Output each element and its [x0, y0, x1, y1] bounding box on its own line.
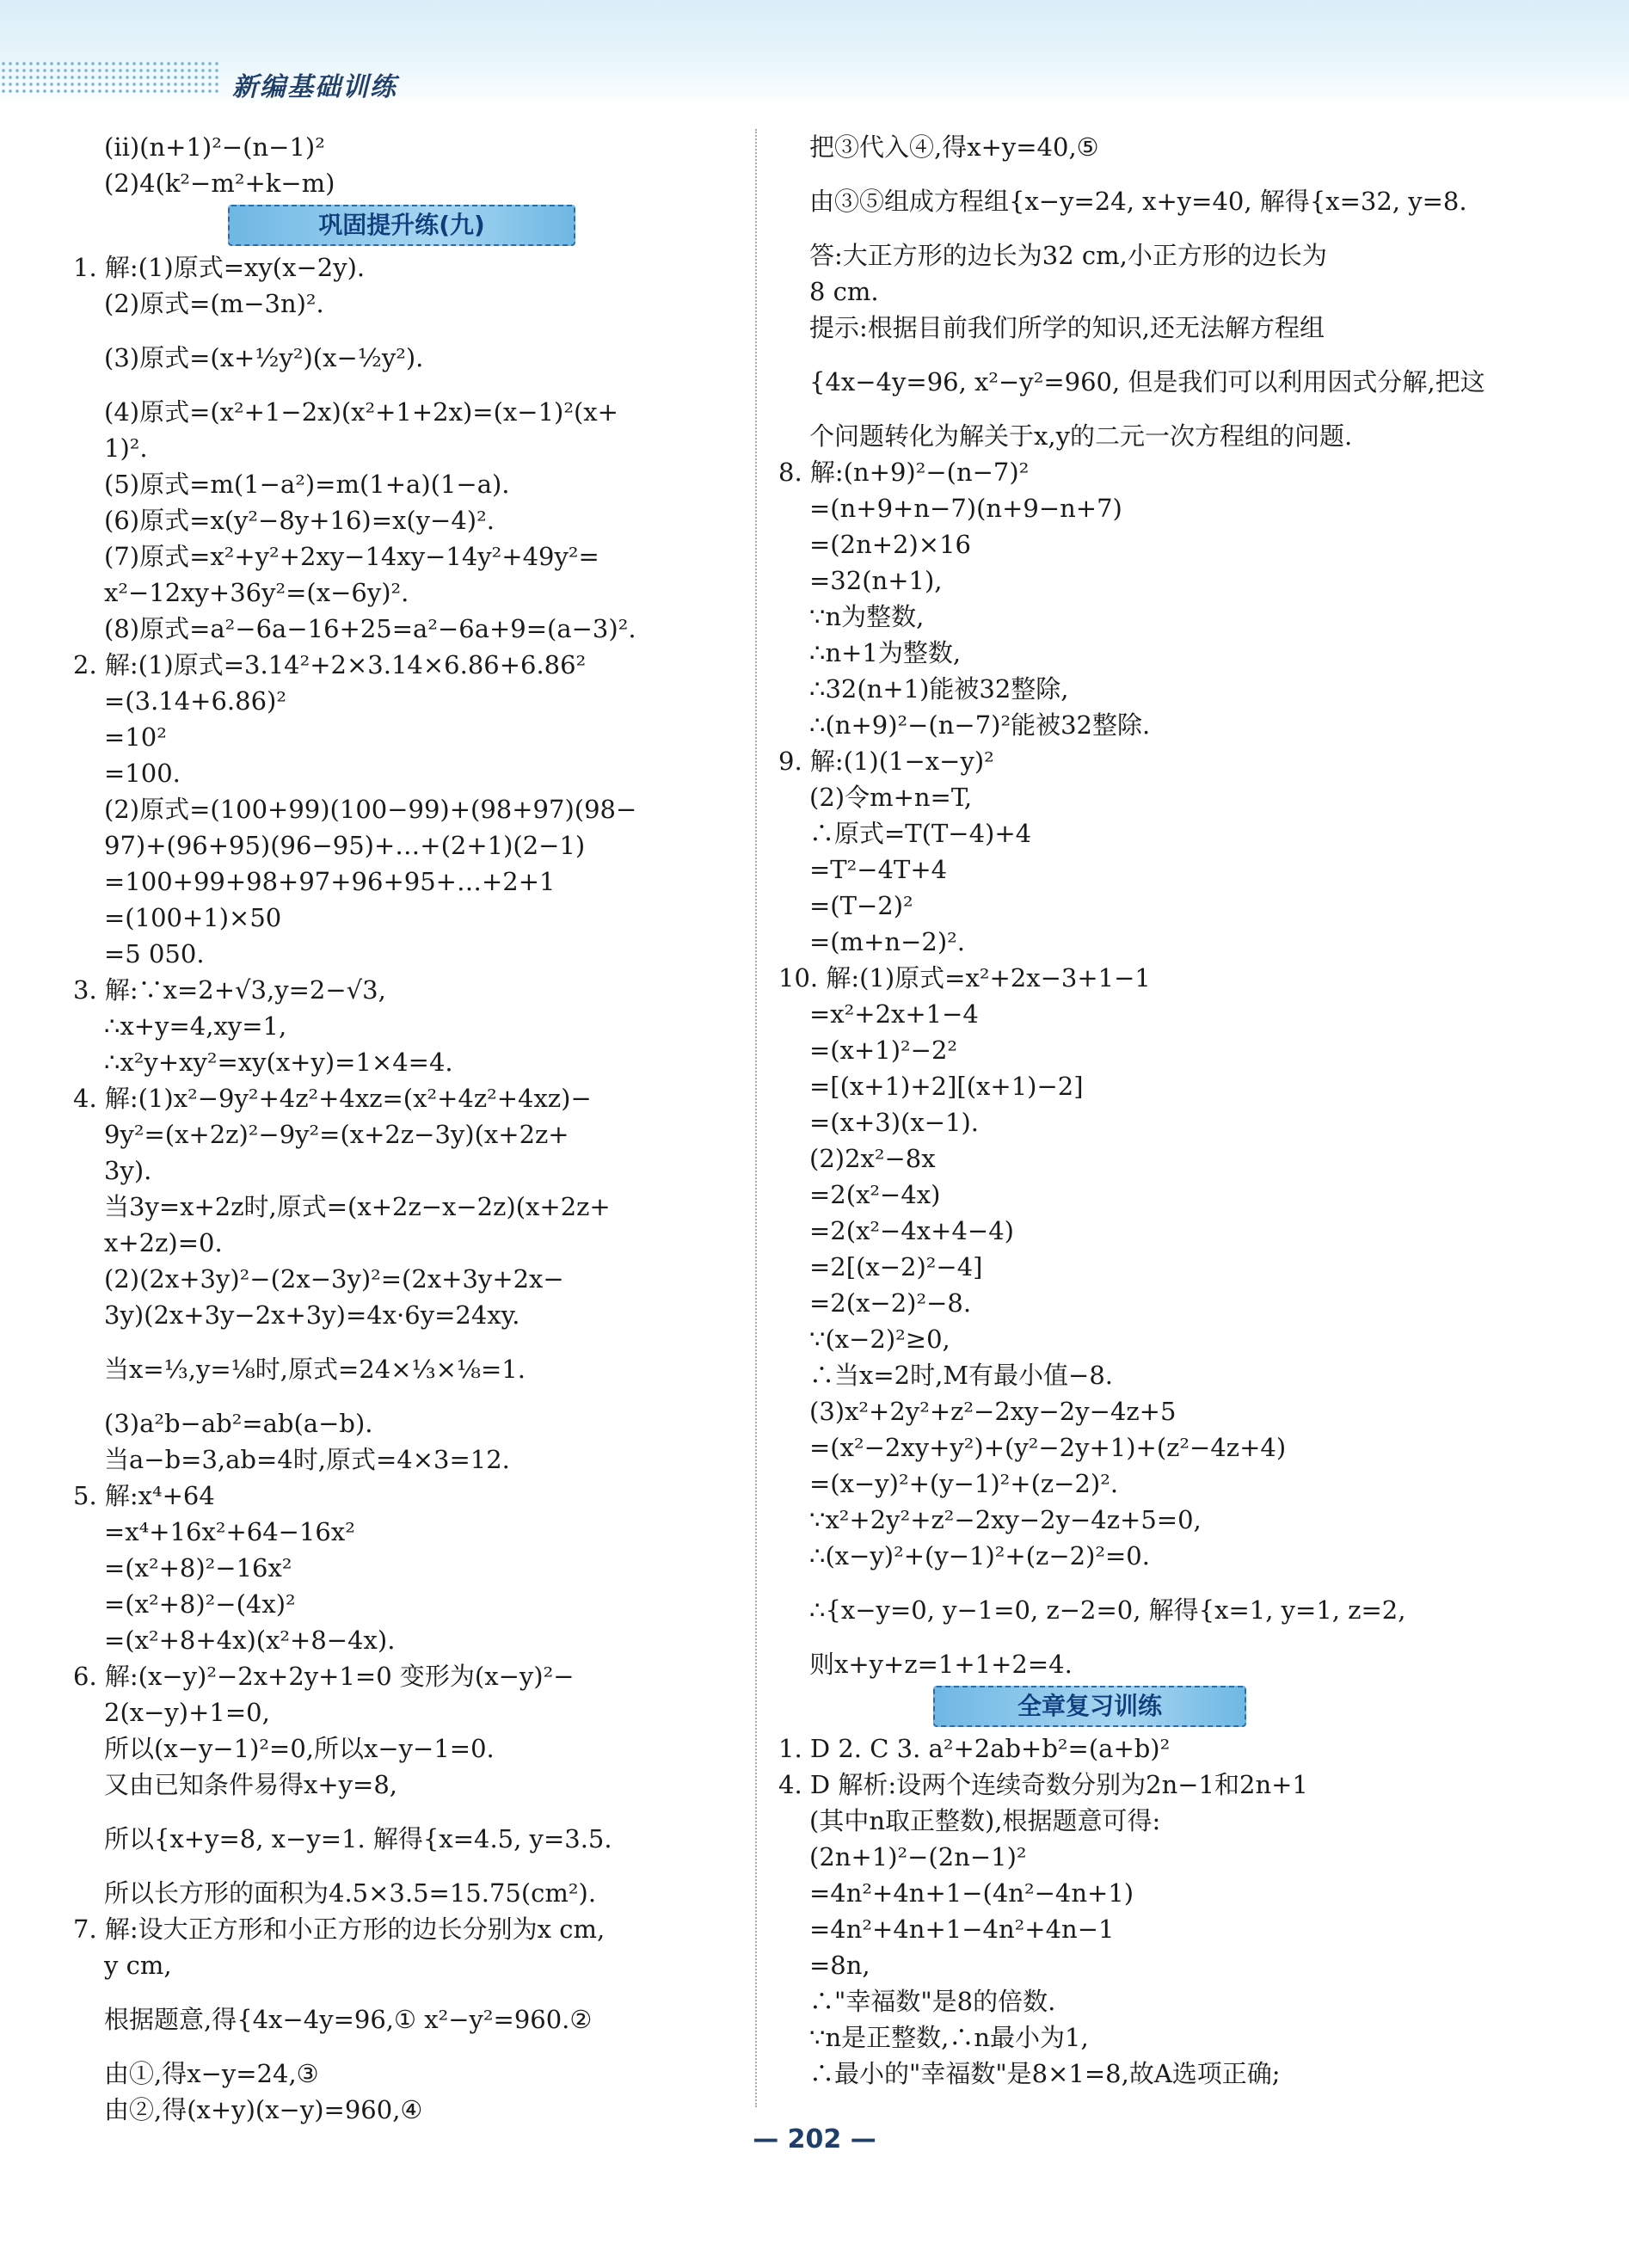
text-line: 2(x−y)+1=0,: [104, 1698, 270, 1727]
text-line: ∴32(n+1)能被32整除,: [809, 674, 1069, 704]
text-line: =100+99+98+97+96+95+…+2+1: [104, 867, 556, 896]
text-line: (2)(2x+3y)²−(2x−3y)²=(2x+3y+2x−: [104, 1264, 564, 1294]
text-line: =(x²+8)²−(4x)²: [104, 1589, 296, 1619]
text-line: =8n,: [809, 1951, 870, 1980]
text-line: (2)2x²−8x: [809, 1144, 936, 1173]
text-line: 4. 解:(1)x²−9y²+4z²+4xz=(x²+4z²+4xz)−: [73, 1084, 592, 1113]
text-line: (5)原式=m(1−a²)=m(1+a)(1−a).: [104, 470, 510, 499]
text-line: (3)a²b−ab²=ab(a−b).: [104, 1409, 373, 1438]
text-line: 答:大正方形的边长为32 cm,小正方形的边长为: [809, 241, 1327, 270]
text-line: {4x−4y=96, x²−y²=960, 但是我们可以利用因式分解,把这: [809, 367, 1485, 396]
text-line: =4n²+4n+1−4n²+4n−1: [809, 1915, 1115, 1944]
text-line: =x²+2x+1−4: [809, 999, 979, 1029]
text-line: (2)原式=(m−3n)².: [104, 289, 324, 318]
text-line: 8 cm.: [809, 277, 879, 306]
text-line: =(100+1)×50: [104, 903, 282, 932]
text-line: 所以长方形的面积为4.5×3.5=15.75(cm²).: [104, 1878, 597, 1908]
text-line: =x⁴+16x²+64−16x²: [104, 1517, 355, 1546]
text-line: 由②,得(x+y)(x−y)=960,④: [104, 2095, 423, 2124]
text-line: =2[(x−2)²−4]: [809, 1252, 983, 1282]
text-line: ∵x²+2y²+z²−2xy−2y−4z+5=0,: [809, 1505, 1202, 1534]
text-line: 9. 解:(1)(1−x−y)²: [778, 747, 994, 776]
text-line: 7. 解:设大正方形和小正方形的边长分别为x cm,: [73, 1915, 605, 1944]
text-line: =(x²−2xy+y²)+(y²−2y+1)+(z²−4z+4): [809, 1433, 1287, 1462]
text-line: =(m+n−2)².: [809, 927, 965, 956]
text-line: (8)原式=a²−6a−16+25=a²−6a+9=(a−3)².: [104, 614, 636, 643]
text-line: 提示:根据目前我们所学的知识,还无法解方程组: [809, 313, 1325, 342]
text-line: ∴最小的"幸福数"是8×1=8,故A选项正确;: [809, 2059, 1281, 2088]
text-line: 97)+(96+95)(96−95)+…+(2+1)(2−1): [104, 831, 586, 860]
text-line: ∴原式=T(T−4)+4: [809, 819, 1032, 848]
text-line: =(2n+2)×16: [809, 530, 972, 559]
text-line: 4. D 解析:设两个连续奇数分别为2n−1和2n+1: [778, 1770, 1308, 1799]
text-line: 所以{x+y=8, x−y=1. 解得{x=4.5, y=3.5.: [104, 1824, 612, 1853]
right-column: [778, 129, 1485, 2092]
right-lines: [778, 129, 1485, 1682]
text-line: (2n+1)²−(2n−1)²: [809, 1842, 1027, 1872]
text-line: 个问题转化为解关于x,y的二元一次方程组的问题.: [809, 421, 1353, 451]
text-line: 8. 解:(n+9)²−(n−7)²: [778, 458, 1030, 487]
text-line: =(x+1)²−2²: [809, 1036, 958, 1065]
right-post-lines: [778, 1730, 1466, 2092]
text-line: 根据题意,得{4x−4y=96,① x²−y²=960.②: [104, 2005, 593, 2034]
text-line: =10²: [104, 722, 167, 752]
text-line: =[(x+1)+2][(x+1)−2]: [809, 1072, 1084, 1101]
text-line: 当3y=x+2z时,原式=(x+2z−x−2z)(x+2z+: [104, 1192, 611, 1221]
text-line: 由①,得x−y=24,③: [104, 2059, 319, 2088]
text-line: =(x²+8+4x)(x²+8−4x).: [104, 1626, 396, 1655]
text-line: =4n²+4n+1−(4n²−4n+1): [809, 1878, 1134, 1908]
text-line: =(x+3)(x−1).: [809, 1108, 979, 1137]
text-line: 1. 解:(1)原式=xy(x−2y).: [73, 253, 366, 282]
text-line: (3)原式=(x+½y²)(x−½y²).: [104, 343, 424, 372]
text-line: 9y²=(x+2z)²−9y²=(x+2z−3y)(x+2z+: [104, 1120, 569, 1149]
text-line: 当a−b=3,ab=4时,原式=4×3=12.: [104, 1445, 510, 1474]
text-line: 当x=⅓,y=⅛时,原式=24×⅓×⅛=1.: [104, 1355, 526, 1384]
text-line: ∴"幸福数"是8的倍数.: [809, 1987, 1056, 2016]
text-line: (ii)(n+1)²−(n−1)²: [104, 132, 325, 162]
text-line: ∴当x=2时,M有最小值−8.: [809, 1361, 1113, 1390]
text-line: ∴x+y=4,xy=1,: [104, 1011, 287, 1041]
text-line: ∴n+1为整数,: [809, 638, 962, 667]
text-line: 则x+y+z=1+1+2=4.: [809, 1650, 1073, 1679]
section-banner: 全章复习训练: [933, 1686, 1246, 1727]
text-line: =100.: [104, 759, 181, 788]
text-line: ∴{x−y=0, y−1=0, z−2=0, 解得{x=1, y=1, z=2,: [809, 1595, 1406, 1625]
text-line: =(x²+8)²−16x²: [104, 1553, 292, 1583]
text-line: 3y)(2x+3y−2x+3y)=4x·6y=24xy.: [104, 1300, 520, 1330]
text-line: =(T−2)²: [809, 891, 913, 920]
text-line: 所以(x−y−1)²=0,所以x−y−1=0.: [104, 1734, 495, 1763]
text-line: =32(n+1),: [809, 566, 943, 595]
text-line: (7)原式=x²+y²+2xy−14xy−14y²+49y²=: [104, 542, 599, 571]
text-line: 1. D 2. C 3. a²+2ab+b²=(a+b)²: [778, 1734, 1171, 1763]
text-line: =T²−4T+4: [809, 855, 948, 884]
text-line: (2)原式=(100+99)(100−99)+(98+97)(98−: [104, 795, 637, 824]
text-line: =5 050.: [104, 939, 205, 968]
text-line: ∵n是正整数,∴n最小为1,: [809, 2023, 1089, 2052]
text-line: ∴x²y+xy²=xy(x+y)=1×4=4.: [104, 1048, 453, 1077]
page-number: — 202 —: [753, 2124, 876, 2154]
text-line: (2)令m+n=T,: [809, 783, 973, 812]
text-line: (6)原式=x(y²−8y+16)=x(y−4)².: [104, 506, 495, 535]
section-banner: 巩固提升练(九): [228, 205, 575, 246]
text-line: (其中n取正整数),根据题意可得:: [809, 1806, 1161, 1835]
text-line: x²−12xy+36y²=(x−6y)².: [104, 578, 409, 607]
text-line: 6. 解:(x−y)²−2x+2y+1=0 变形为(x−y)²−: [73, 1662, 575, 1691]
text-line: (2)4(k²−m²+k−m): [104, 169, 335, 198]
text-line: =(3.14+6.86)²: [104, 686, 286, 716]
text-line: 1)².: [104, 433, 148, 463]
text-line: ∵(x−2)²≥0,: [809, 1325, 950, 1354]
left-column: [73, 129, 744, 2128]
text-line: 2. 解:(1)原式=3.14²+2×3.14×6.86+6.86²: [73, 650, 587, 679]
text-line: y cm,: [104, 1951, 172, 1980]
text-line: =2(x²−4x+4−4): [809, 1216, 1014, 1245]
text-line: =2(x²−4x): [809, 1180, 941, 1209]
text-line: =(x−y)²+(y−1)²+(z−2)².: [809, 1469, 1119, 1498]
text-line: 10. 解:(1)原式=x²+2x−3+1−1: [778, 963, 1151, 993]
text-line: (3)x²+2y²+z²−2xy−2y−4z+5: [809, 1397, 1177, 1426]
header-title: 新编基础训练: [232, 72, 397, 102]
text-line: ∴(x−y)²+(y−1)²+(z−2)²=0.: [809, 1541, 1150, 1570]
header-dot-band: [0, 60, 219, 96]
left-lines: [73, 249, 744, 2128]
text-line: 3. 解:∵x=2+√3,y=2−√3,: [73, 975, 386, 1005]
text-line: ∴(n+9)²−(n−7)²能被32整除.: [809, 710, 1151, 740]
text-line: 由③⑤组成方程组{x−y=24, x+y=40, 解得{x=32, y=8.: [809, 187, 1467, 216]
text-line: (4)原式=(x²+1−2x)(x²+1+2x)=(x−1)²(x+: [104, 397, 618, 427]
text-line: 5. 解:x⁴+64: [73, 1481, 215, 1510]
text-line: 把③代入④,得x+y=40,⑤: [809, 132, 1099, 162]
text-line: =(n+9+n−7)(n+9−n+7): [809, 494, 1122, 523]
text-line: ∵n为整数,: [809, 602, 925, 631]
text-line: 3y).: [104, 1156, 152, 1185]
column-divider: [755, 129, 757, 2107]
text-line: =2(x−2)²−8.: [809, 1288, 972, 1318]
page-header: [0, 0, 1629, 108]
text-line: x+2z)=0.: [104, 1228, 223, 1257]
text-line: 又由已知条件易得x+y=8,: [104, 1770, 398, 1799]
